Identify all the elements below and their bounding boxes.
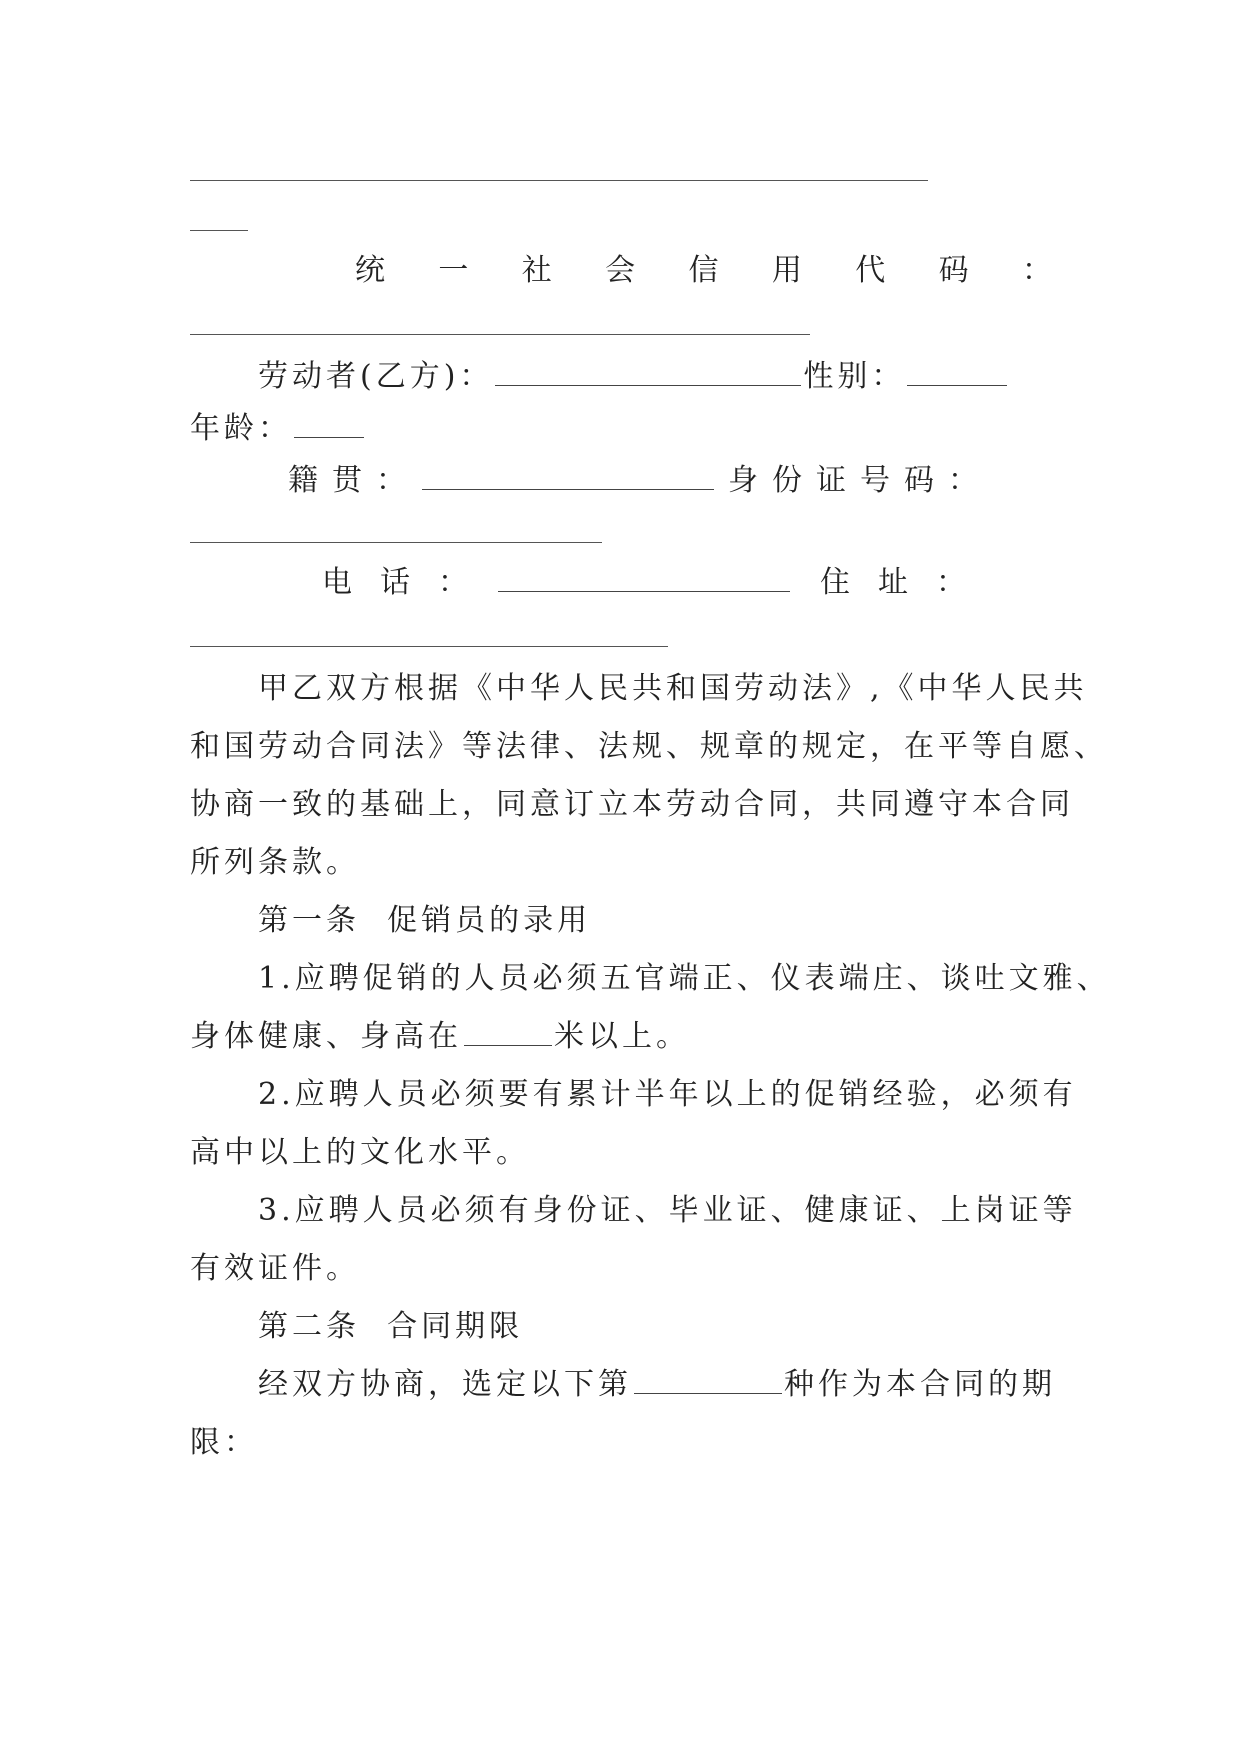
employee-name-blank (495, 383, 801, 386)
intro-line: 甲乙双方根据《中华人民共和国劳动法》,《中华人民共 (258, 671, 1088, 706)
blank-line (190, 180, 928, 181)
native-id-row (288, 463, 1052, 498)
blank-line (190, 542, 602, 543)
employee-row (258, 359, 1052, 394)
age-label: 年龄： (190, 411, 292, 446)
gender-blank (907, 383, 1007, 386)
native-place-blank (422, 487, 714, 490)
intro-line: 所列条款。 (190, 845, 360, 880)
term-choice-text-end: 种作为本合同的期 (784, 1367, 1056, 1402)
age-blank (294, 435, 364, 438)
article1-item2-cont: 高中以上的文化水平。 (190, 1135, 530, 1170)
article1-item1: 1.应聘促销的人员必须五官端正、仪表端庄、谈吐文雅、 (258, 961, 1111, 996)
article1-item1-cont (190, 1019, 1052, 1054)
phone-address-row (322, 565, 1052, 600)
term-choice-text: 经双方协商，选定以下第 (258, 1367, 632, 1402)
height-text: 身体健康、身高在 (190, 1019, 462, 1054)
article1-item2: 2.应聘人员必须要有累计半年以上的促销经验，必须有 (258, 1077, 1077, 1112)
credit-code-label: 统 一 社 会 信 用 代 码 ： (355, 253, 1052, 288)
native-place-label: 籍贯： (288, 463, 420, 498)
height-unit-text: 米以上。 (554, 1019, 690, 1054)
article2-line1 (258, 1367, 1056, 1402)
phone-label: 电话： (322, 565, 496, 600)
age-row (190, 411, 1052, 446)
article2-line2: 限： (190, 1425, 258, 1460)
id-number-label: 身份证号码： (728, 463, 992, 498)
intro-line: 和国劳动合同法》等法律、法规、规章的规定，在平等自愿、 (190, 729, 1108, 764)
address-label: 住址： (820, 565, 994, 600)
term-choice-blank (634, 1391, 782, 1394)
gender-label: 性别： (803, 359, 906, 394)
credit-code-row (355, 253, 1052, 288)
blank-line (190, 230, 248, 231)
article1-heading: 第一条 促销员的录用 (258, 903, 592, 938)
phone-blank (498, 589, 790, 592)
blank-line (190, 646, 668, 647)
employee-label: 劳动者(乙方)： (258, 359, 494, 394)
article1-item3: 3.应聘人员必须有身份证、毕业证、健康证、上岗证等 (258, 1193, 1077, 1228)
height-blank (464, 1043, 552, 1046)
blank-line (190, 334, 810, 335)
article1-item3-cont: 有效证件。 (190, 1251, 360, 1286)
article2-heading: 第二条 合同期限 (258, 1309, 524, 1344)
intro-line: 协商一致的基础上，同意订立本劳动合同，共同遵守本合同 (190, 787, 1074, 822)
